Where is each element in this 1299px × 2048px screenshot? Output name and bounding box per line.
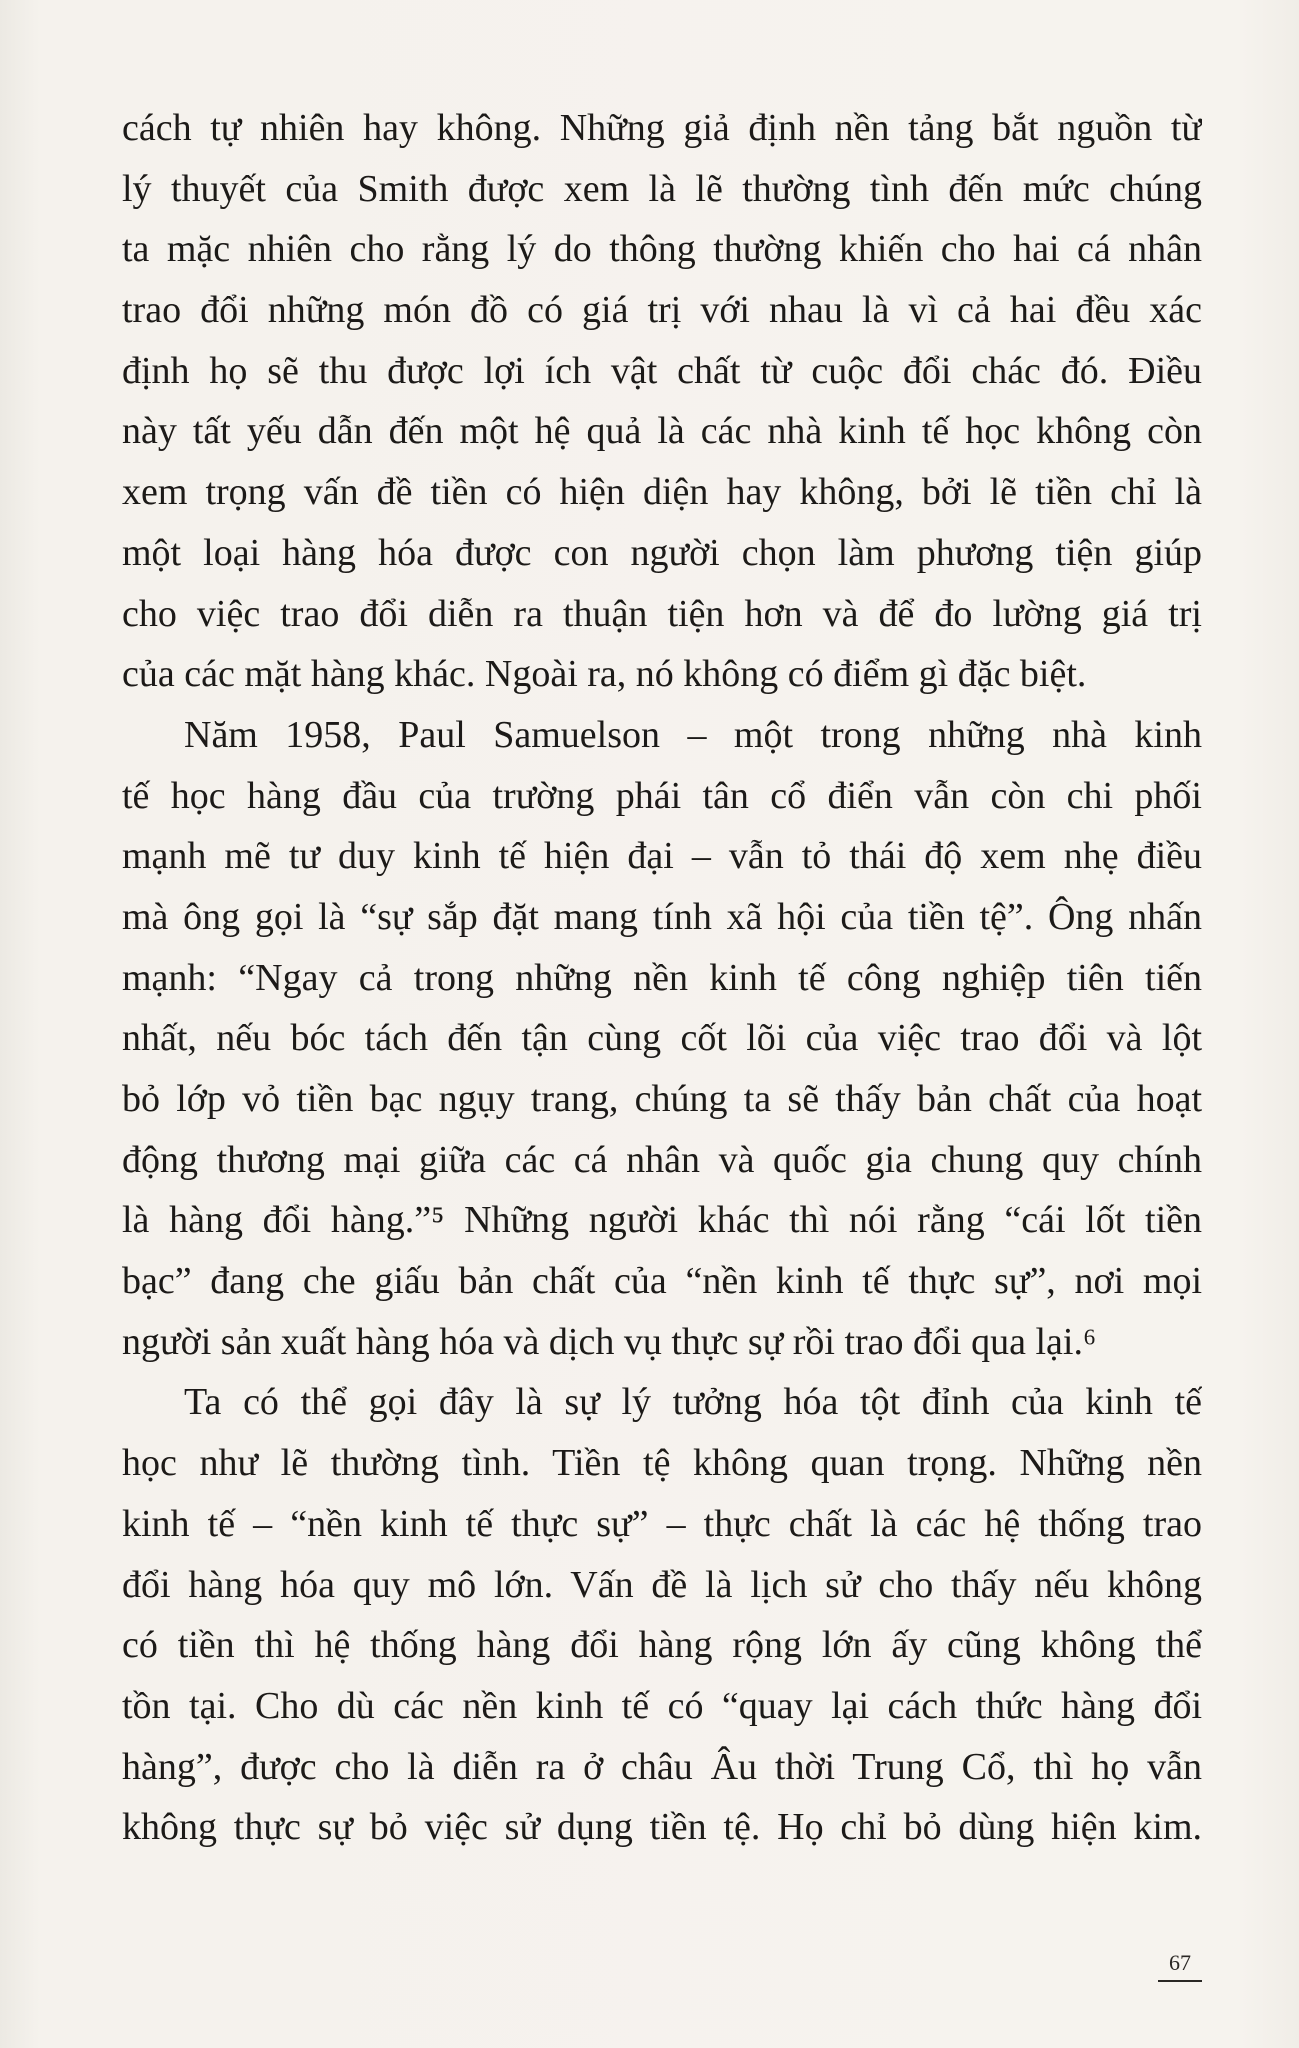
text-line: động thương mại giữa các cá nhân và quốc gia chung quy chính: [122, 1138, 1202, 1181]
text-line: cho việc trao đổi diễn ra thuận tiện hơn và để đo lường giá trị: [122, 592, 1202, 635]
text-line: bạc” đang che giấu bản chất của “nền kinh tế thực sự”, nơi mọi: [122, 1260, 1202, 1303]
text-line: đổi hàng hóa quy mô lớn. Vấn đề là lịch sử cho thấy nếu không: [122, 1563, 1202, 1606]
text-line: bỏ lớp vỏ tiền bạc ngụy trang, chúng ta sẽ thấy bản chất của hoạt: [122, 1078, 1202, 1120]
text-line: tế học hàng đầu của trường phái tân cổ điển vẫn còn chi phối: [122, 774, 1202, 817]
page-number: 67: [1169, 1950, 1191, 1975]
text-line: cách tự nhiên hay không. Những giả định nền tảng bắt nguồn từ: [122, 107, 1202, 149]
text-line: lý thuyết của Smith được xem là lẽ thường tình đến mức chúng: [122, 167, 1202, 210]
text-line: tồn tại. Cho dù các nền kinh tế có “quay lại cách thức hàng đổi: [122, 1684, 1202, 1727]
text-line: mạnh: “Ngay cả trong những nền kinh tế công nghiệp tiên tiến: [122, 956, 1202, 999]
text-line: hàng”, được cho là diễn ra ở châu Âu thời Trung Cổ, thì họ vẫn: [122, 1745, 1202, 1788]
text-line: người sản xuất hàng hóa và dịch vụ thực sự rồi trao đổi qua lại.⁶: [122, 1320, 1097, 1363]
text-line: xem trọng vấn đề tiền có hiện diện hay không, bởi lẽ tiền chỉ là: [122, 471, 1202, 514]
text-line: này tất yếu dẫn đến một hệ quả là các nhà kinh tế học không còn: [122, 410, 1202, 453]
text-line: Ta có thể gọi đây là sự lý tưởng hóa tột đỉnh của kinh tế: [184, 1381, 1202, 1424]
text-line: ta mặc nhiên cho rằng lý do thông thường khiến cho hai cá nhân: [122, 228, 1202, 271]
body-text: [122, 98, 1202, 1858]
text-line: có tiền thì hệ thống hàng đổi hàng rộng lớn ấy cũng không thể: [122, 1624, 1202, 1667]
text-line: mạnh mẽ tư duy kinh tế hiện đại – vẫn tỏ thái độ xem nhẹ điều: [122, 835, 1202, 878]
text-line: là hàng đổi hàng.”⁵ Những người khác thì nói rằng “cái lốt tiền: [122, 1199, 1202, 1242]
text-line: không thực sự bỏ việc sử dụng tiền tệ. Họ chỉ bỏ dùng hiện kim.: [122, 1806, 1202, 1849]
text-line: định họ sẽ thu được lợi ích vật chất từ cuộc đổi chác đó. Điều: [122, 349, 1202, 392]
text-line: kinh tế – “nền kinh tế thực sự” – thực chất là các hệ thống trao: [122, 1502, 1202, 1545]
text-line: trao đổi những món đồ có giá trị với nhau là vì cả hai đều xác: [122, 289, 1202, 332]
text-line: của các mặt hàng khác. Ngoài ra, nó không có điểm gì đặc biệt.: [122, 653, 1087, 696]
text-line: học như lẽ thường tình. Tiền tệ không quan trọng. Những nền: [122, 1442, 1202, 1485]
text-line: một loại hàng hóa được con người chọn làm phương tiện giúp: [122, 531, 1202, 574]
text-line: mà ông gọi là “sự sắp đặt mang tính xã hội của tiền tệ”. Ông nhấn: [122, 895, 1202, 938]
text-line: nhất, nếu bóc tách đến tận cùng cốt lõi của việc trao đổi và lột: [122, 1017, 1202, 1060]
page-number-rule: [1158, 1980, 1202, 1982]
text-line: Năm 1958, Paul Samuelson – một trong những nhà kinh: [184, 713, 1202, 756]
